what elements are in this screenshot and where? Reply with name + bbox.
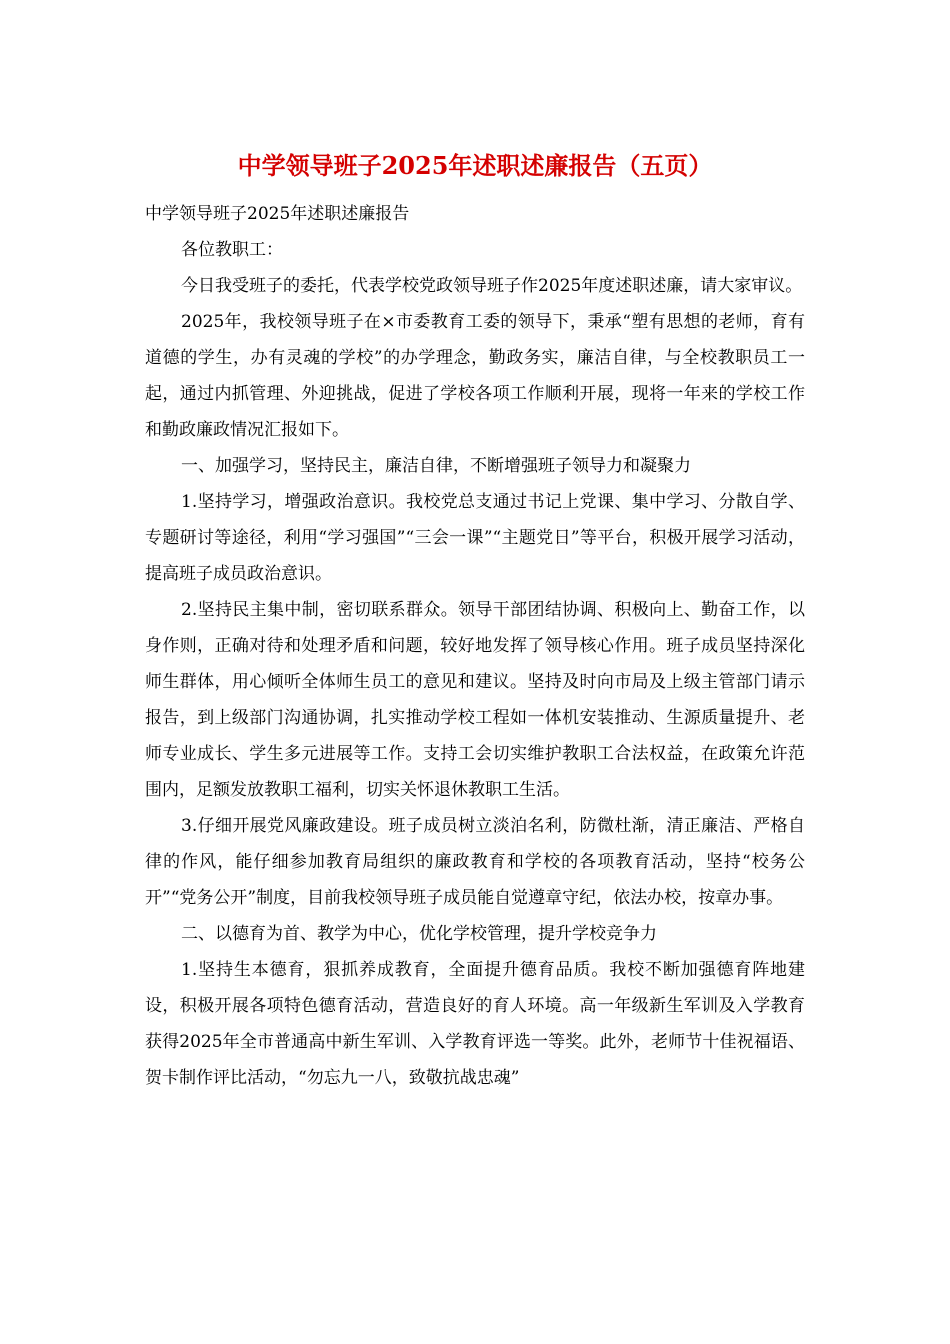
salutation: 各位教职工： [181, 240, 283, 260]
document-body [145, 196, 805, 1096]
section-heading-1: 一、加强学习，坚持民主，廉洁自律，不断增强班子领导力和凝聚力 [181, 456, 691, 476]
paragraph-intro: 今日我受班子的委托，代表学校党政领导班子作2025年度述职述廉，请大家审议。 [181, 276, 803, 296]
paragraph-2-1: 1.坚持生本德育，狠抓养成教育，全面提升德育品质。我校不断加强德育阵地建设，积极开展各项特色德育活动，营造良好的育人环境。高一年级新生军训及入学教育获得2025年全市普通高中新生军训、入学教育评选一等奖。此外，老师节十佳祝福语、贺卡制作评比活动，“勿忘九一八，致敬抗战忠魂” [145, 960, 805, 1088]
subtitle-line: 中学领导班子2025年述职述廉报告 [145, 204, 410, 224]
paragraph-1-3: 3.仔细开展党风廉政建设。班子成员树立淡泊名利，防微杜渐，清正廉洁、严格自律的作风，能仔细参加教育局组织的廉政教育和学校的各项教育活动，坚持“校务公开”“党务公开”制度，目前我校领导班子成员能自觉遵章守纪，依法办校，按章办事。 [145, 816, 805, 908]
section-heading-2: 二、以德育为首、教学为中心，优化学校管理，提升学校竞争力 [181, 924, 657, 944]
paragraph-1-2: 2.坚持民主集中制，密切联系群众。领导干部团结协调、积极向上、勤奋工作，以身作则，正确对待和处理矛盾和问题，较好地发挥了领导核心作用。班子成员坚持深化师生群体，用心倾听全体师生员工的意见和建议。坚持及时向市局及上级主管部门请示报告，到上级部门沟通协调，扎实推动学校工程如一体机安装推动、生源质量提升、老师专业成长、学生多元进展等工作。支持工会切实维护教职工合法权益，在政策允许范围内，足额发放教职工福利，切实关怀退休教职工生活。 [145, 600, 805, 800]
paragraph-1-1: 1.坚持学习，增强政治意识。我校党总支通过书记上党课、集中学习、分散自学、专题研讨等途径，利用“学习强国”“三会一课”“主题党日”等平台，积极开展学习活动，提高班子成员政治意识。 [145, 492, 805, 584]
document-title: 中学领导班子2025年述职述廉报告（五页） [237, 151, 713, 180]
paragraph-overview: 2025年，我校领导班子在×市委教育工委的领导下，秉承“塑有思想的老师，育有道德的学生，办有灵魂的学校”的办学理念，勤政务实，廉洁自律，与全校教职员工一起，通过内抓管理、外迎挑战，促进了学校各项工作顺利开展，现将一年来的学校工作和勤政廉政情况汇报如下。 [145, 312, 805, 440]
